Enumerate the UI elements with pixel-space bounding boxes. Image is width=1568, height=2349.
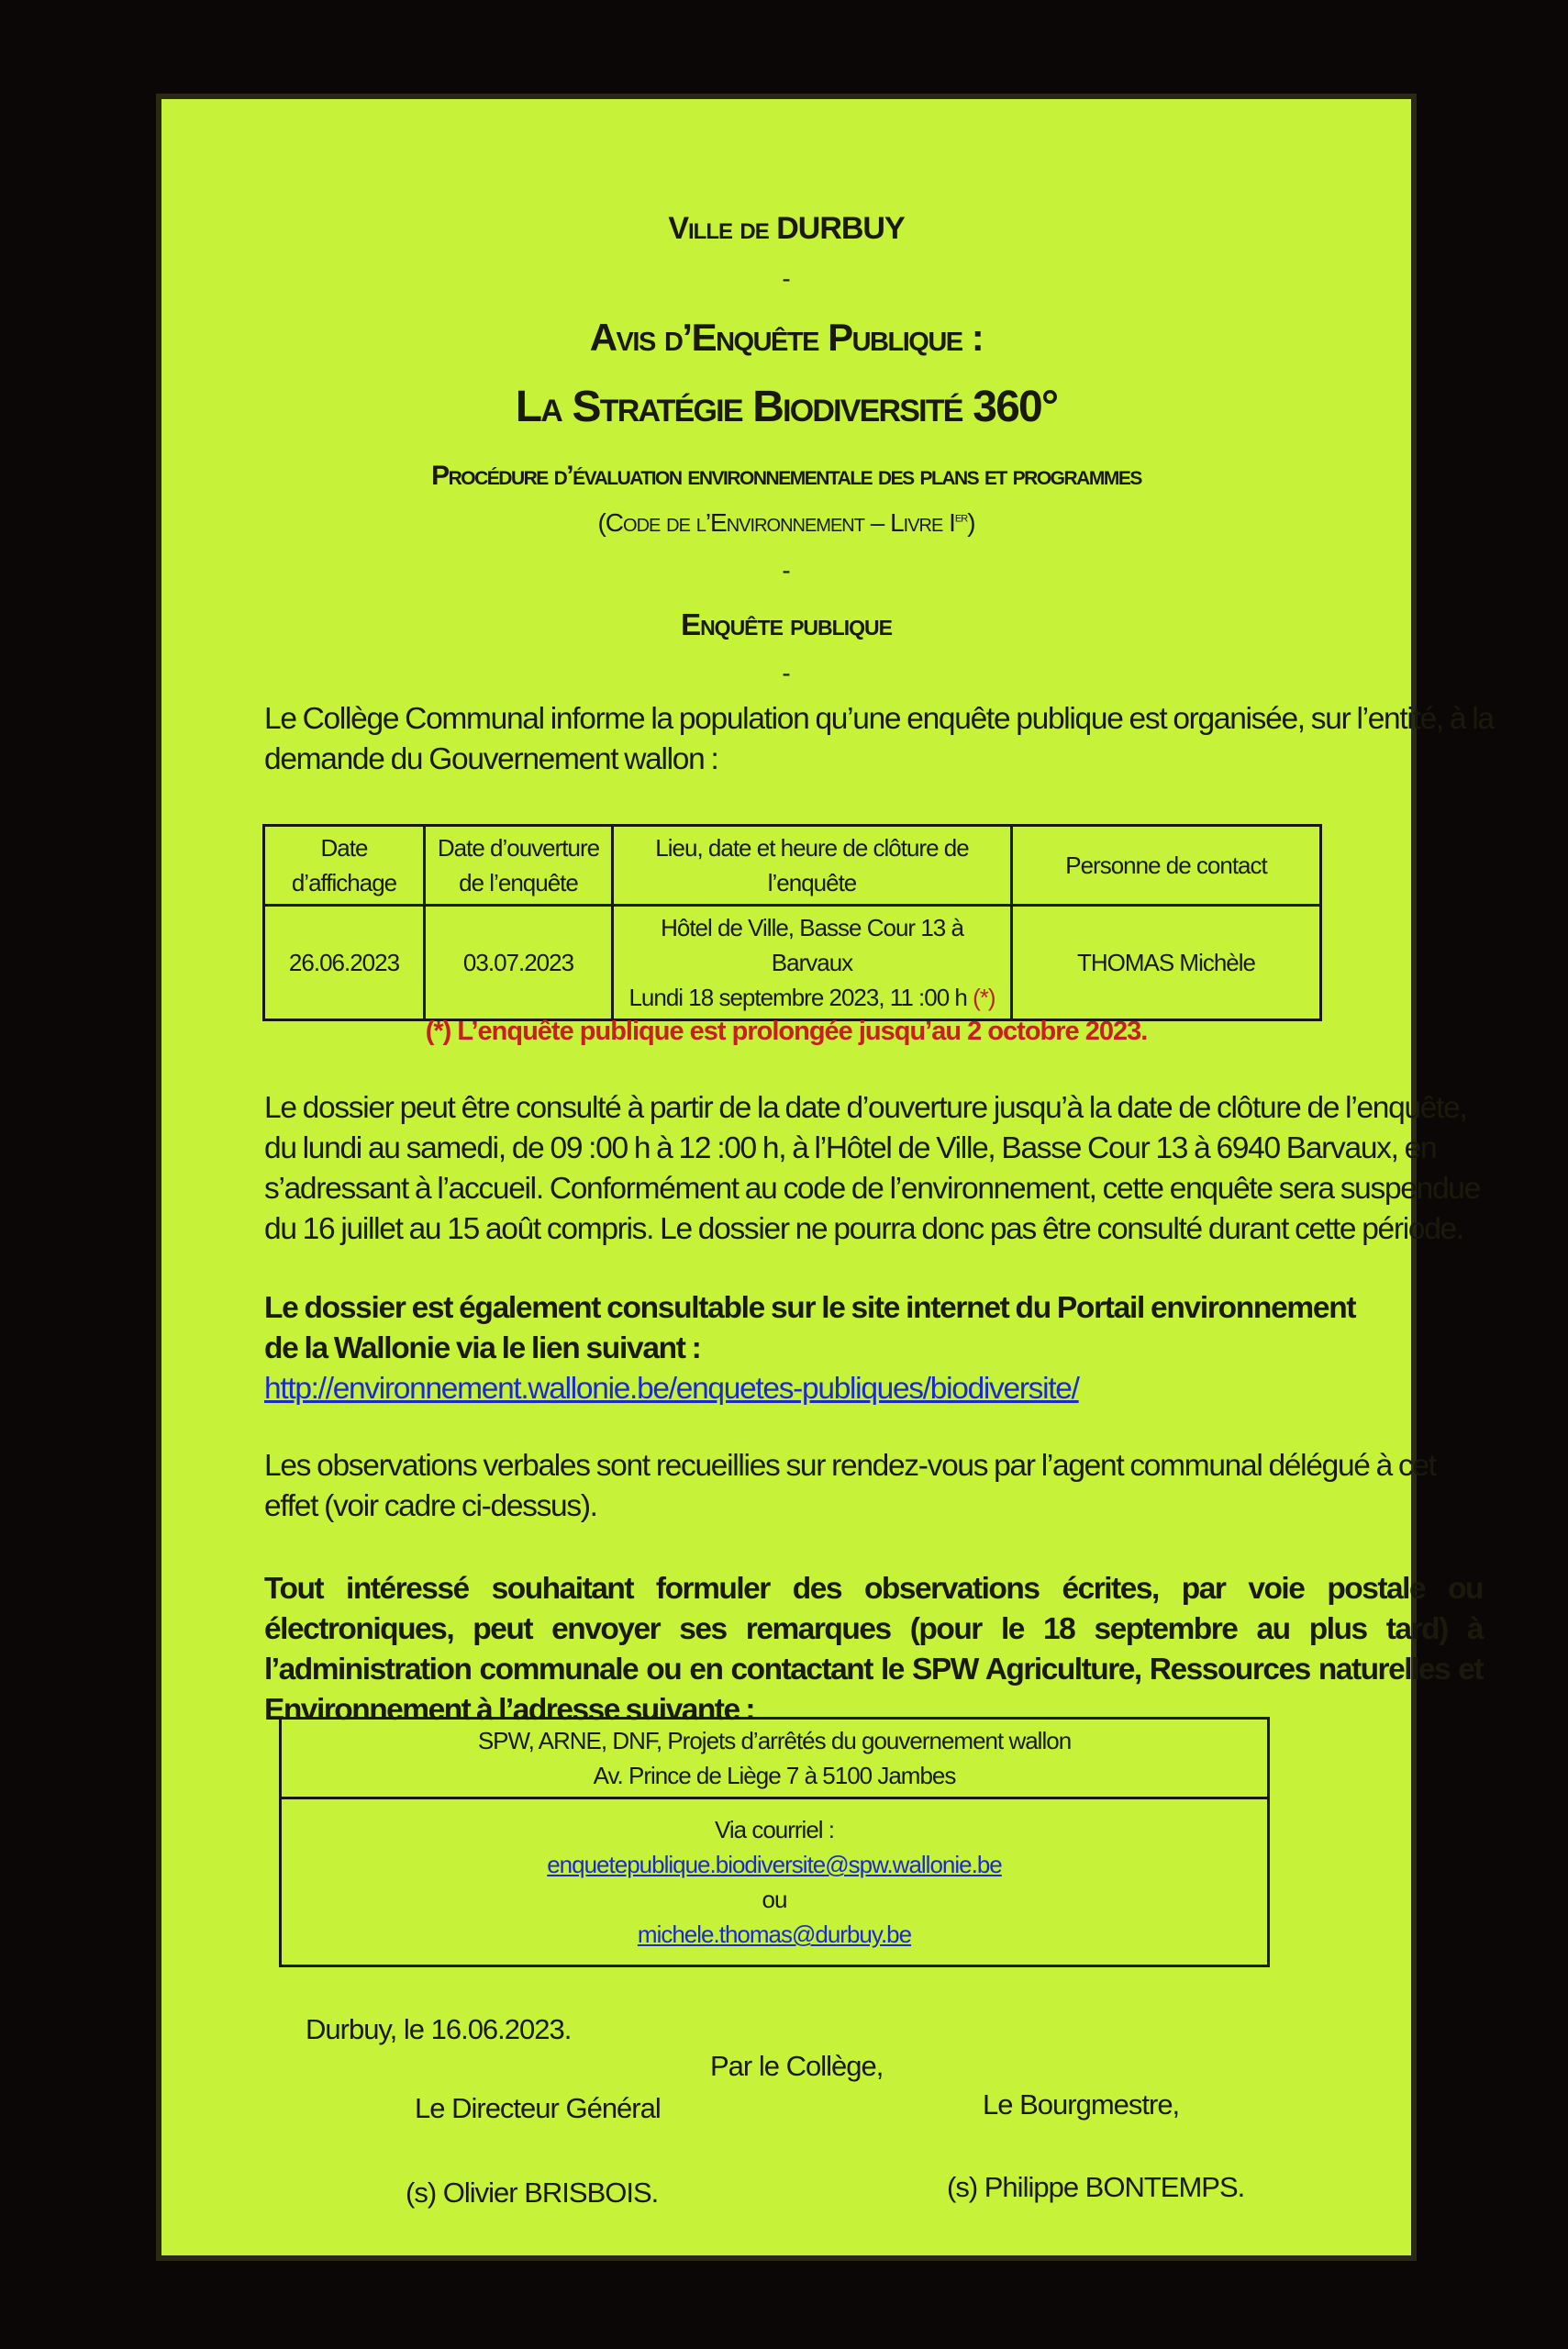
code-reference — [161, 508, 1411, 538]
column-header: Personne de contact — [1012, 826, 1321, 906]
via-label: Via courriel : — [714, 1816, 835, 1843]
director-title: Le Directeur Général — [415, 2092, 661, 2124]
intro-text: Le Collège Communal informe la population qu’une enquête publique est organisée, sur l’entité, à la demande du Gouvernement wallon : — [264, 702, 1494, 776]
notice-poster — [161, 99, 1494, 2255]
table-header-row — [264, 826, 1321, 906]
prolongation-notice: (*) L’enquête publique est prolongée jusqu’au 2 octobre 2023. — [425, 1017, 1148, 1046]
separator: - — [782, 264, 791, 293]
mayor-name: (s) Philippe BONTEMPS. — [947, 2171, 1245, 2203]
notice-title: Avis d’Enquête Publique : — [589, 316, 984, 359]
verbal-paragraph — [264, 1446, 1494, 1527]
online-paragraph — [264, 1288, 1365, 1409]
code-reference-text: (Code de l’Environnement – Livre I — [597, 508, 955, 537]
director-name: (s) Olivier BRISBOIS. — [406, 2176, 659, 2209]
column-header: Date d’affichage — [264, 826, 425, 906]
email-link-contact[interactable]: michele.thomas@durbuy.be — [637, 1920, 912, 1948]
address-box — [279, 1717, 1270, 1967]
address-cell — [281, 1719, 1269, 1798]
portal-link[interactable]: http://environnement.wallonie.be/enquetes-publiques/biodiversite/ — [264, 1372, 1079, 1406]
cloture-asterisk: (*) — [973, 984, 995, 1011]
written-paragraph — [264, 1569, 1483, 1731]
separator: - — [782, 659, 791, 687]
written-text: Tout intéressé souhaitant formuler des observations écrites, par voie postale ou électroniques, peut envoyer ses remarques (pour le 18 septembre au plus tard) à l’administration communale ou en contactant le SPW Agriculture, Ressources naturelles et Environnement à l’adresse suivante : — [264, 1572, 1483, 1727]
section-heading: Enquête publique — [681, 607, 892, 641]
column-header: Date d’ouverture de l’enquête — [425, 826, 613, 906]
cloture-text: Lundi 18 septembre 2023, 11 :00 h — [628, 984, 967, 1011]
address-line: SPW, ARNE, DNF, Projets d’arrêtés du gouvernement wallon — [477, 1727, 1072, 1754]
cloture-line — [619, 980, 1005, 1015]
mayor-title: Le Bourgmestre, — [983, 2088, 1180, 2121]
consultation-text: Le dossier peut être consulté à partir de la date d’ouverture jusqu’à la date de clôture de l’enquête, du lundi au samedi, de 09 :00 h à 12 :00 h, à l’Hôtel de Ville, Basse Cour 13 à 6940 Barvaux, en s’adressant à l’accueil. Conformément au code de l’environnement, cette enquête sera suspendue du 16 juillet au 15 août compris. Le dossier ne pourra donc pas être consulté durant cette période. — [264, 1091, 1480, 1246]
intro-paragraph — [264, 699, 1494, 780]
or-label: ou — [762, 1886, 787, 1913]
address-row — [281, 1719, 1269, 1798]
address-line: Av. Prince de Liège 7 à 5100 Jambes — [593, 1762, 956, 1789]
contact-cell: THOMAS Michèle — [1012, 906, 1321, 1020]
schedule-table — [262, 824, 1322, 1021]
date-affichage-cell: 26.06.2023 — [264, 906, 425, 1020]
separator: - — [782, 556, 791, 584]
consultation-paragraph — [264, 1088, 1494, 1250]
online-text: Le dossier est également consultable sur le site internet du Portail environnement de la Wallonie via le lien suivant : — [264, 1291, 1356, 1365]
notice-subject: La Stratégie Biodiversité 360° — [515, 383, 1058, 431]
date-ouverture-cell: 03.07.2023 — [425, 906, 613, 1020]
town-name: Ville de DURBUY — [668, 211, 905, 246]
column-header: Lieu, date et heure de clôture de l’enquête — [613, 826, 1012, 906]
email-cell — [281, 1798, 1269, 1966]
lieu-cloture-cell — [613, 906, 1012, 1020]
table-row — [264, 906, 1321, 1020]
procedure-line: Procédure d’évaluation environnementale des plans et programmes — [431, 461, 1141, 491]
verbal-text: Les observations verbales sont recueillies sur rendez-vous par l’agent communal délégué à cet effet (voir cadre ci-dessus). — [264, 1449, 1436, 1523]
code-reference-close: ) — [967, 508, 975, 537]
college-signoff: Par le Collège, — [710, 2050, 884, 2082]
code-reference-superscript: er — [954, 509, 968, 526]
email-link-spw[interactable]: enquetepublique.biodiversite@spw.wallonie.be — [547, 1851, 1002, 1878]
email-row — [281, 1798, 1269, 1966]
lieu-text: Hôtel de Ville, Basse Cour 13 à Barvaux — [661, 914, 963, 976]
place-date: Durbuy, le 16.06.2023. — [306, 2013, 572, 2045]
